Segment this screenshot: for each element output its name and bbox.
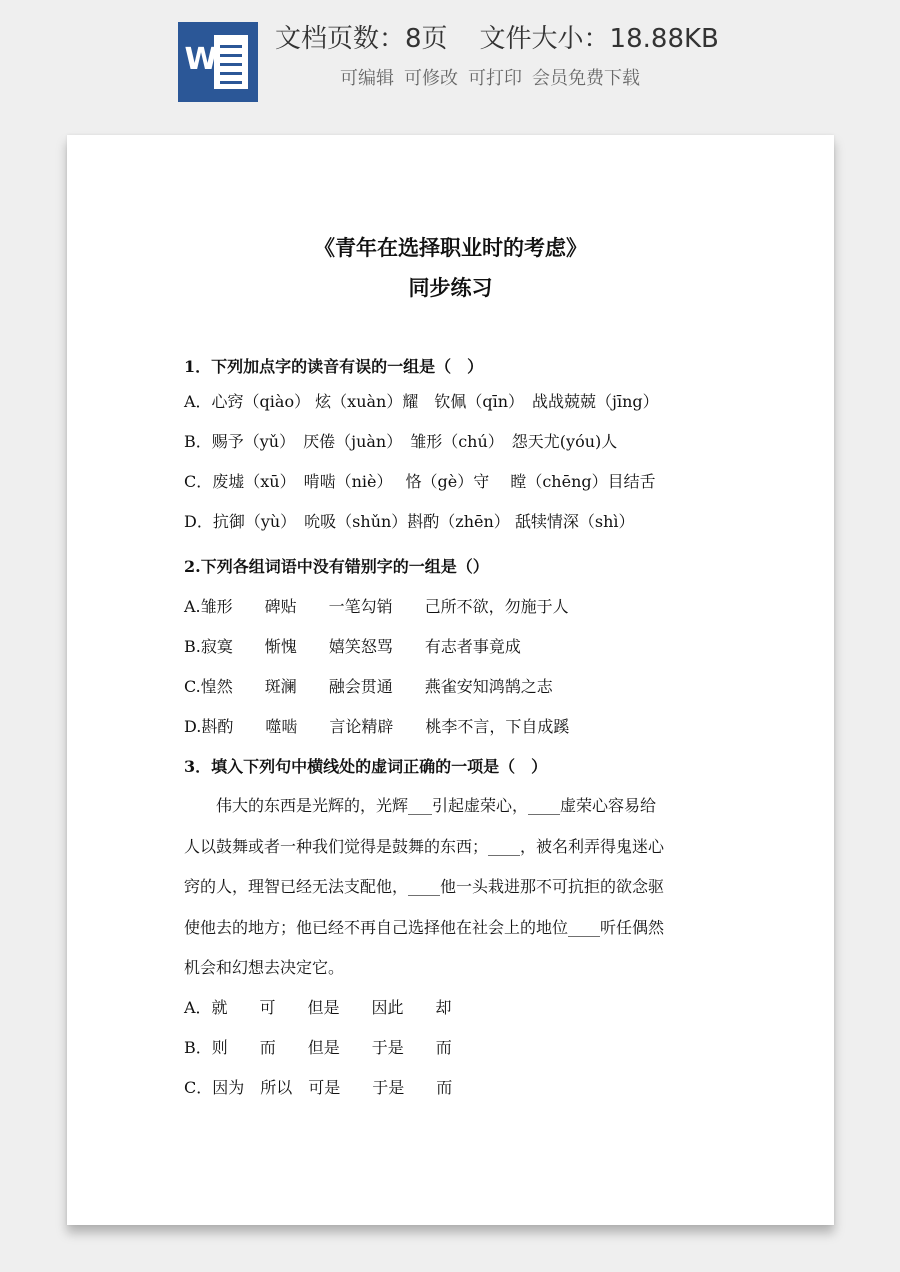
document-subtitle: 同步练习 <box>408 275 493 300</box>
feature-member-download: 会员免费下载 <box>532 68 640 89</box>
question-2-stem: 2.下列各组词语中没有错别字的一组是（） <box>184 557 489 576</box>
question-2-option-b: B.寂寞 惭愧 嬉笑怒骂 有志者事竟成 <box>184 637 521 656</box>
question-1-option-c: C．废墟（xū） 啃啮（niè） 恪（gè）守 瞠（chēng）目结舌 <box>184 472 656 491</box>
passage-line: 人以鼓舞或者一种我们觉得是鼓舞的东西；____，被名利弄得鬼迷心 <box>184 836 665 856</box>
document-page <box>67 135 834 1225</box>
question-3-stem: 3．填入下列句中横线处的虚词正确的一项是（ ） <box>184 757 548 776</box>
feature-printable: 可打印 <box>468 68 522 89</box>
document-info-header <box>0 0 900 120</box>
question-1-option-b: B．赐予（yǔ） 厌倦（juàn） 雏形（chú） 怨天尤(yóu)人 <box>184 432 618 451</box>
question-1-stem: 1．下列加点字的读音有误的一组是（ ） <box>184 357 484 376</box>
feature-modifiable: 可修改 <box>404 68 458 89</box>
file-size: 文件大小：18.88KB <box>479 24 719 54</box>
question-1-option-d: D．抗御（yù） 吮吸（shǔn）斟酌（zhēn） 舐犊情深（shì） <box>184 512 635 531</box>
passage-line: 窍的人，理智已经无法支配他，____他一头栽进那不可抗拒的欲念驱 <box>184 877 665 896</box>
question-2-option-c: C.惶然 斑澜 融会贯通 燕雀安知鸿鹄之志 <box>184 677 553 696</box>
passage-line: 伟大的东西是光辉的，光辉___引起虚荣心，____虚荣心容易给 <box>184 796 657 815</box>
question-1-option-a: A．心窍（qiào） 炫（xuàn）耀 钦佩（qīn） 战战兢兢（jīng） <box>184 392 659 411</box>
document-stats <box>275 20 719 58</box>
feature-editable: 可编辑 <box>340 68 394 89</box>
feature-list <box>340 66 650 92</box>
passage-line: 机会和幻想去决定它。 <box>184 958 345 977</box>
question-3-option-c: C．因为 所以 可是 于是 而 <box>184 1078 453 1097</box>
passage-line: 使他去的地方；他已经不再自己选择他在社会上的地位____听任偶然 <box>184 917 665 937</box>
page-count: 文档页数：8页 <box>275 24 448 54</box>
question-2-option-a: A.雏形 碑贴 一笔勾销 己所不欲，勿施于人 <box>184 597 569 616</box>
document-title: 《青年在选择职业时的考虑》 <box>314 235 587 260</box>
question-3-option-a: A．就 可 但是 因此 却 <box>184 998 452 1017</box>
question-2-option-d: D.斟酌 噬啮 言论精辟 桃李不言，下自成蹊 <box>184 717 570 736</box>
word-doc-icon: W <box>178 22 258 102</box>
question-3-option-b: B．则 而 但是 于是 而 <box>184 1038 452 1057</box>
question-3-passage <box>184 786 719 989</box>
